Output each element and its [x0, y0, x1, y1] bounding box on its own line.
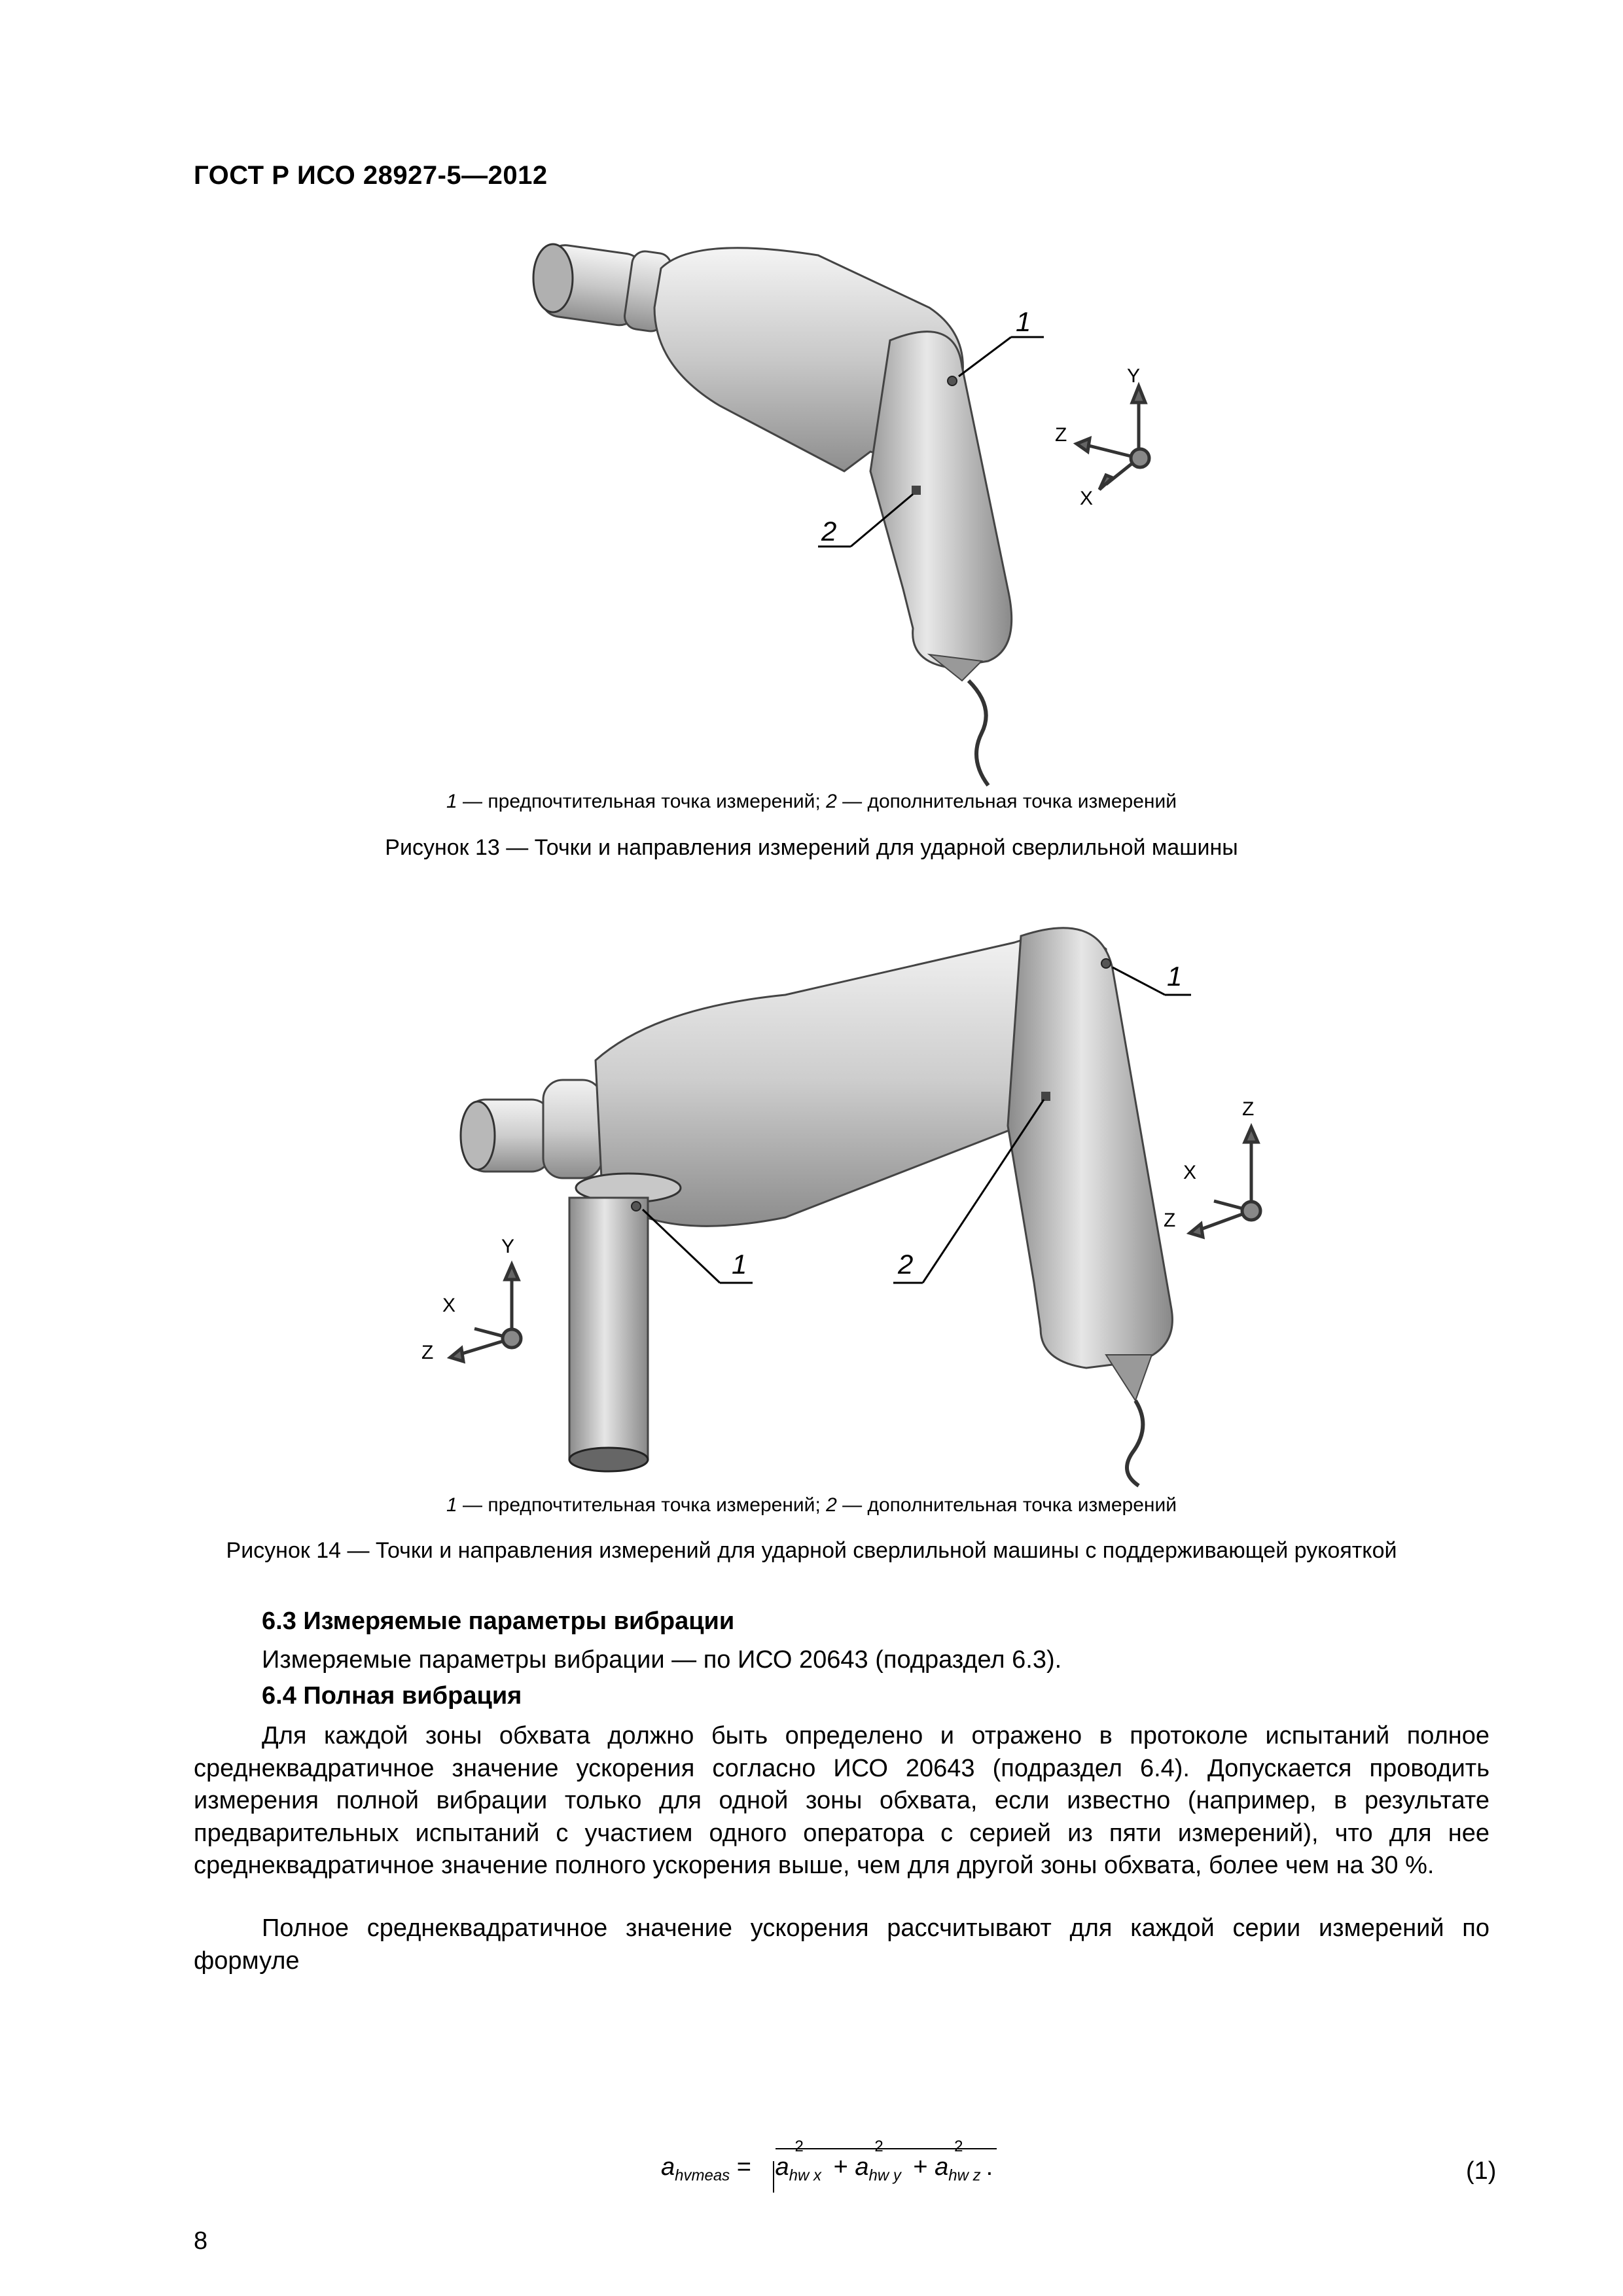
axes-triad-fig13 [1077, 386, 1149, 490]
axis-label-z: Z [1242, 1098, 1255, 1120]
figure-14-caption: Рисунок 14 — Точки и направления измерений для ударной сверлильной машины с поддерживающей рукояткой [226, 1538, 1397, 1563]
figure-13-caption: Рисунок 13 — Точки и направления измерений для ударной сверлильной машины [385, 835, 1238, 860]
page-number: 8 [194, 2227, 208, 2255]
axis-label-x: X [1080, 488, 1094, 509]
axis-label-z: Z [1164, 1210, 1176, 1231]
axis-label-y: Y [501, 1236, 515, 1257]
axes-triad-fig14-left [450, 1265, 521, 1361]
callout-label: 1 [1016, 306, 1031, 337]
figure-13-legend: 1 — предпочтительная точка измерений; 2 — дополнительная точка измерений [446, 791, 1177, 812]
measurement-point-1-side-handle [632, 1202, 641, 1211]
measurement-point-1 [1101, 959, 1111, 968]
axis-label-x: X [442, 1295, 456, 1316]
callout-label: 1 [732, 1249, 747, 1280]
drill-cord [969, 681, 988, 785]
drill-handle [870, 332, 1012, 668]
axis-label-x: X [1183, 1162, 1197, 1183]
figure-14-drawing [0, 903, 1623, 1492]
callout-label: 2 [821, 516, 837, 547]
section-6-3-text: Измеряемые параметры вибрации — по ИСО 20643 (подраздел 6.3). [262, 1646, 1062, 1674]
measurement-point-2 [1041, 1092, 1050, 1101]
axes-triad-fig14-right [1190, 1127, 1260, 1237]
axis-label-z: Z [421, 1342, 434, 1363]
section-heading-6-3: 6.3 Измеряемые параметры вибрации [262, 1607, 735, 1635]
axis-label-y: Y [1127, 365, 1141, 387]
equation-number: (1) [1466, 2157, 1497, 2185]
document-header: ГОСТ Р ИСО 28927-5—2012 [194, 161, 548, 190]
measurement-point-1 [948, 376, 957, 386]
section-heading-6-4: 6.4 Полная вибрация [262, 1682, 522, 1710]
drill-cord [1127, 1401, 1143, 1486]
section-6-4-paragraph-1: Для каждой зоны обхвата должно быть определено и отражено в протоколе испытаний полное среднеквадратичное значение ускорения согласно ИСО 20643 (подраздел 6.4). Допускается проводить измерения полной вибрации только для одной зоны обхвата, если известно (например, в результате предварительных испытаний с участием одного оператора с серией из пяти измерений), что для нее среднеквадратичное значение полного ускорения выше, чем для другой зоны обхвата, более чем на 30 %. [194, 1722, 1489, 1879]
drill-rear-handle [1008, 928, 1172, 1368]
section-6-4-paragraph-2: Полное среднеквадратичное значение ускорения рассчитывают для каждой серии измерений по формуле [194, 1914, 1489, 1975]
callout-label: 2 [898, 1249, 914, 1280]
drill-chuck [533, 243, 673, 333]
measurement-point-2 [912, 486, 921, 495]
axis-label-z: Z [1055, 424, 1067, 446]
figure-13-drawing [0, 0, 1623, 818]
callout-label: 1 [1167, 961, 1183, 992]
drill-chuck [461, 1080, 602, 1178]
figure-14-legend: 1 — предпочтительная точка измерений; 2 — дополнительная точка измерений [446, 1494, 1177, 1516]
formula-1: $a_{hvmeas} = a$ 2 $_{hw x}$ + a 2 $_{hw y}$ + a 2 $_{hw z}$ . [661, 2153, 997, 2206]
